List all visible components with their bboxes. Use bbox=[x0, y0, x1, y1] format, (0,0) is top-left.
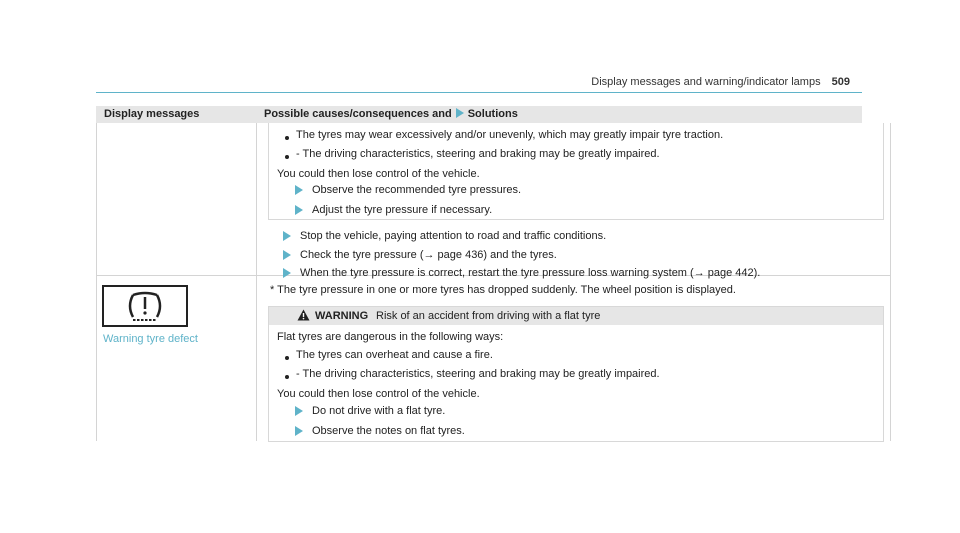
bullet-dot bbox=[285, 136, 289, 140]
warning-triangle-icon bbox=[297, 309, 310, 321]
table-left-border bbox=[96, 123, 97, 441]
box-step-1: Observe the recommended tyre pressures. bbox=[312, 184, 522, 196]
step-arrow-icon bbox=[295, 185, 303, 195]
flat-step-2: Observe the notes on flat tyres. bbox=[312, 425, 465, 437]
bullet-dot bbox=[285, 356, 289, 360]
col-header-solutions-text: Solutions bbox=[467, 108, 518, 120]
table-right-border bbox=[890, 123, 891, 441]
box-bullet-1: The tyres may wear excessively and/or unevenly, which may greatly impair tyre traction. bbox=[296, 129, 724, 141]
table-header bbox=[96, 106, 862, 123]
step-arrow-icon bbox=[283, 231, 291, 241]
col-header-causes-text: Possible causes/consequences and bbox=[264, 108, 452, 120]
flat-bullet-1: The tyres can overheat and cause a fire. bbox=[296, 349, 493, 361]
step-arrow-icon bbox=[295, 205, 303, 215]
flat-step-1: Do not drive with a flat tyre. bbox=[312, 405, 446, 417]
step-arrow-icon bbox=[283, 250, 291, 260]
step-arrow-icon bbox=[283, 268, 291, 278]
col-header-causes bbox=[264, 108, 518, 120]
running-header bbox=[591, 76, 850, 88]
header-rule bbox=[96, 92, 862, 93]
step-check-pressure: Check the tyre pressure (→ page 436) and the tyres. bbox=[300, 249, 557, 261]
tyre-pressure-warning-icon bbox=[102, 285, 188, 327]
header-title: Display messages and warning/indicator lamps bbox=[591, 76, 821, 88]
bullet-dot bbox=[285, 375, 289, 379]
tyre-pressure-symbol bbox=[104, 287, 186, 325]
warning-text: Risk of an accident from driving with a flat tyre bbox=[376, 310, 601, 322]
flat-note: You could then lose control of the vehicle. bbox=[277, 388, 480, 400]
step-arrow-icon bbox=[295, 426, 303, 436]
box-step-2: Adjust the tyre pressure if necessary. bbox=[312, 204, 493, 216]
arrow-icon bbox=[456, 108, 464, 118]
step-stop-vehicle: Stop the vehicle, paying attention to road and traffic conditions. bbox=[300, 230, 607, 242]
step-restart-system: When the tyre pressure is correct, restart the tyre pressure loss warning system (→ page 442). bbox=[300, 267, 761, 279]
box-note: You could then lose control of the vehicle. bbox=[277, 168, 480, 180]
box-bullet-2: - The driving characteristics, steering and braking may be greatly impaired. bbox=[296, 148, 660, 160]
warning-title: WARNING bbox=[315, 310, 369, 322]
flat-tyre-intro: Flat tyres are dangerous in the following ways: bbox=[277, 331, 504, 343]
step-arrow-icon bbox=[295, 406, 303, 416]
page-number: 509 bbox=[831, 76, 850, 88]
column-divider bbox=[256, 123, 257, 441]
row2-intro: * The tyre pressure in one or more tyres has dropped suddenly. The wheel position is displayed. bbox=[270, 284, 736, 296]
bullet-dot bbox=[285, 155, 289, 159]
col-header-display-messages: Display messages bbox=[104, 108, 200, 120]
warning-tyre-defect-label: Warning tyre defect bbox=[103, 333, 198, 345]
flat-bullet-2: - The driving characteristics, steering and braking may be greatly impaired. bbox=[296, 368, 660, 380]
